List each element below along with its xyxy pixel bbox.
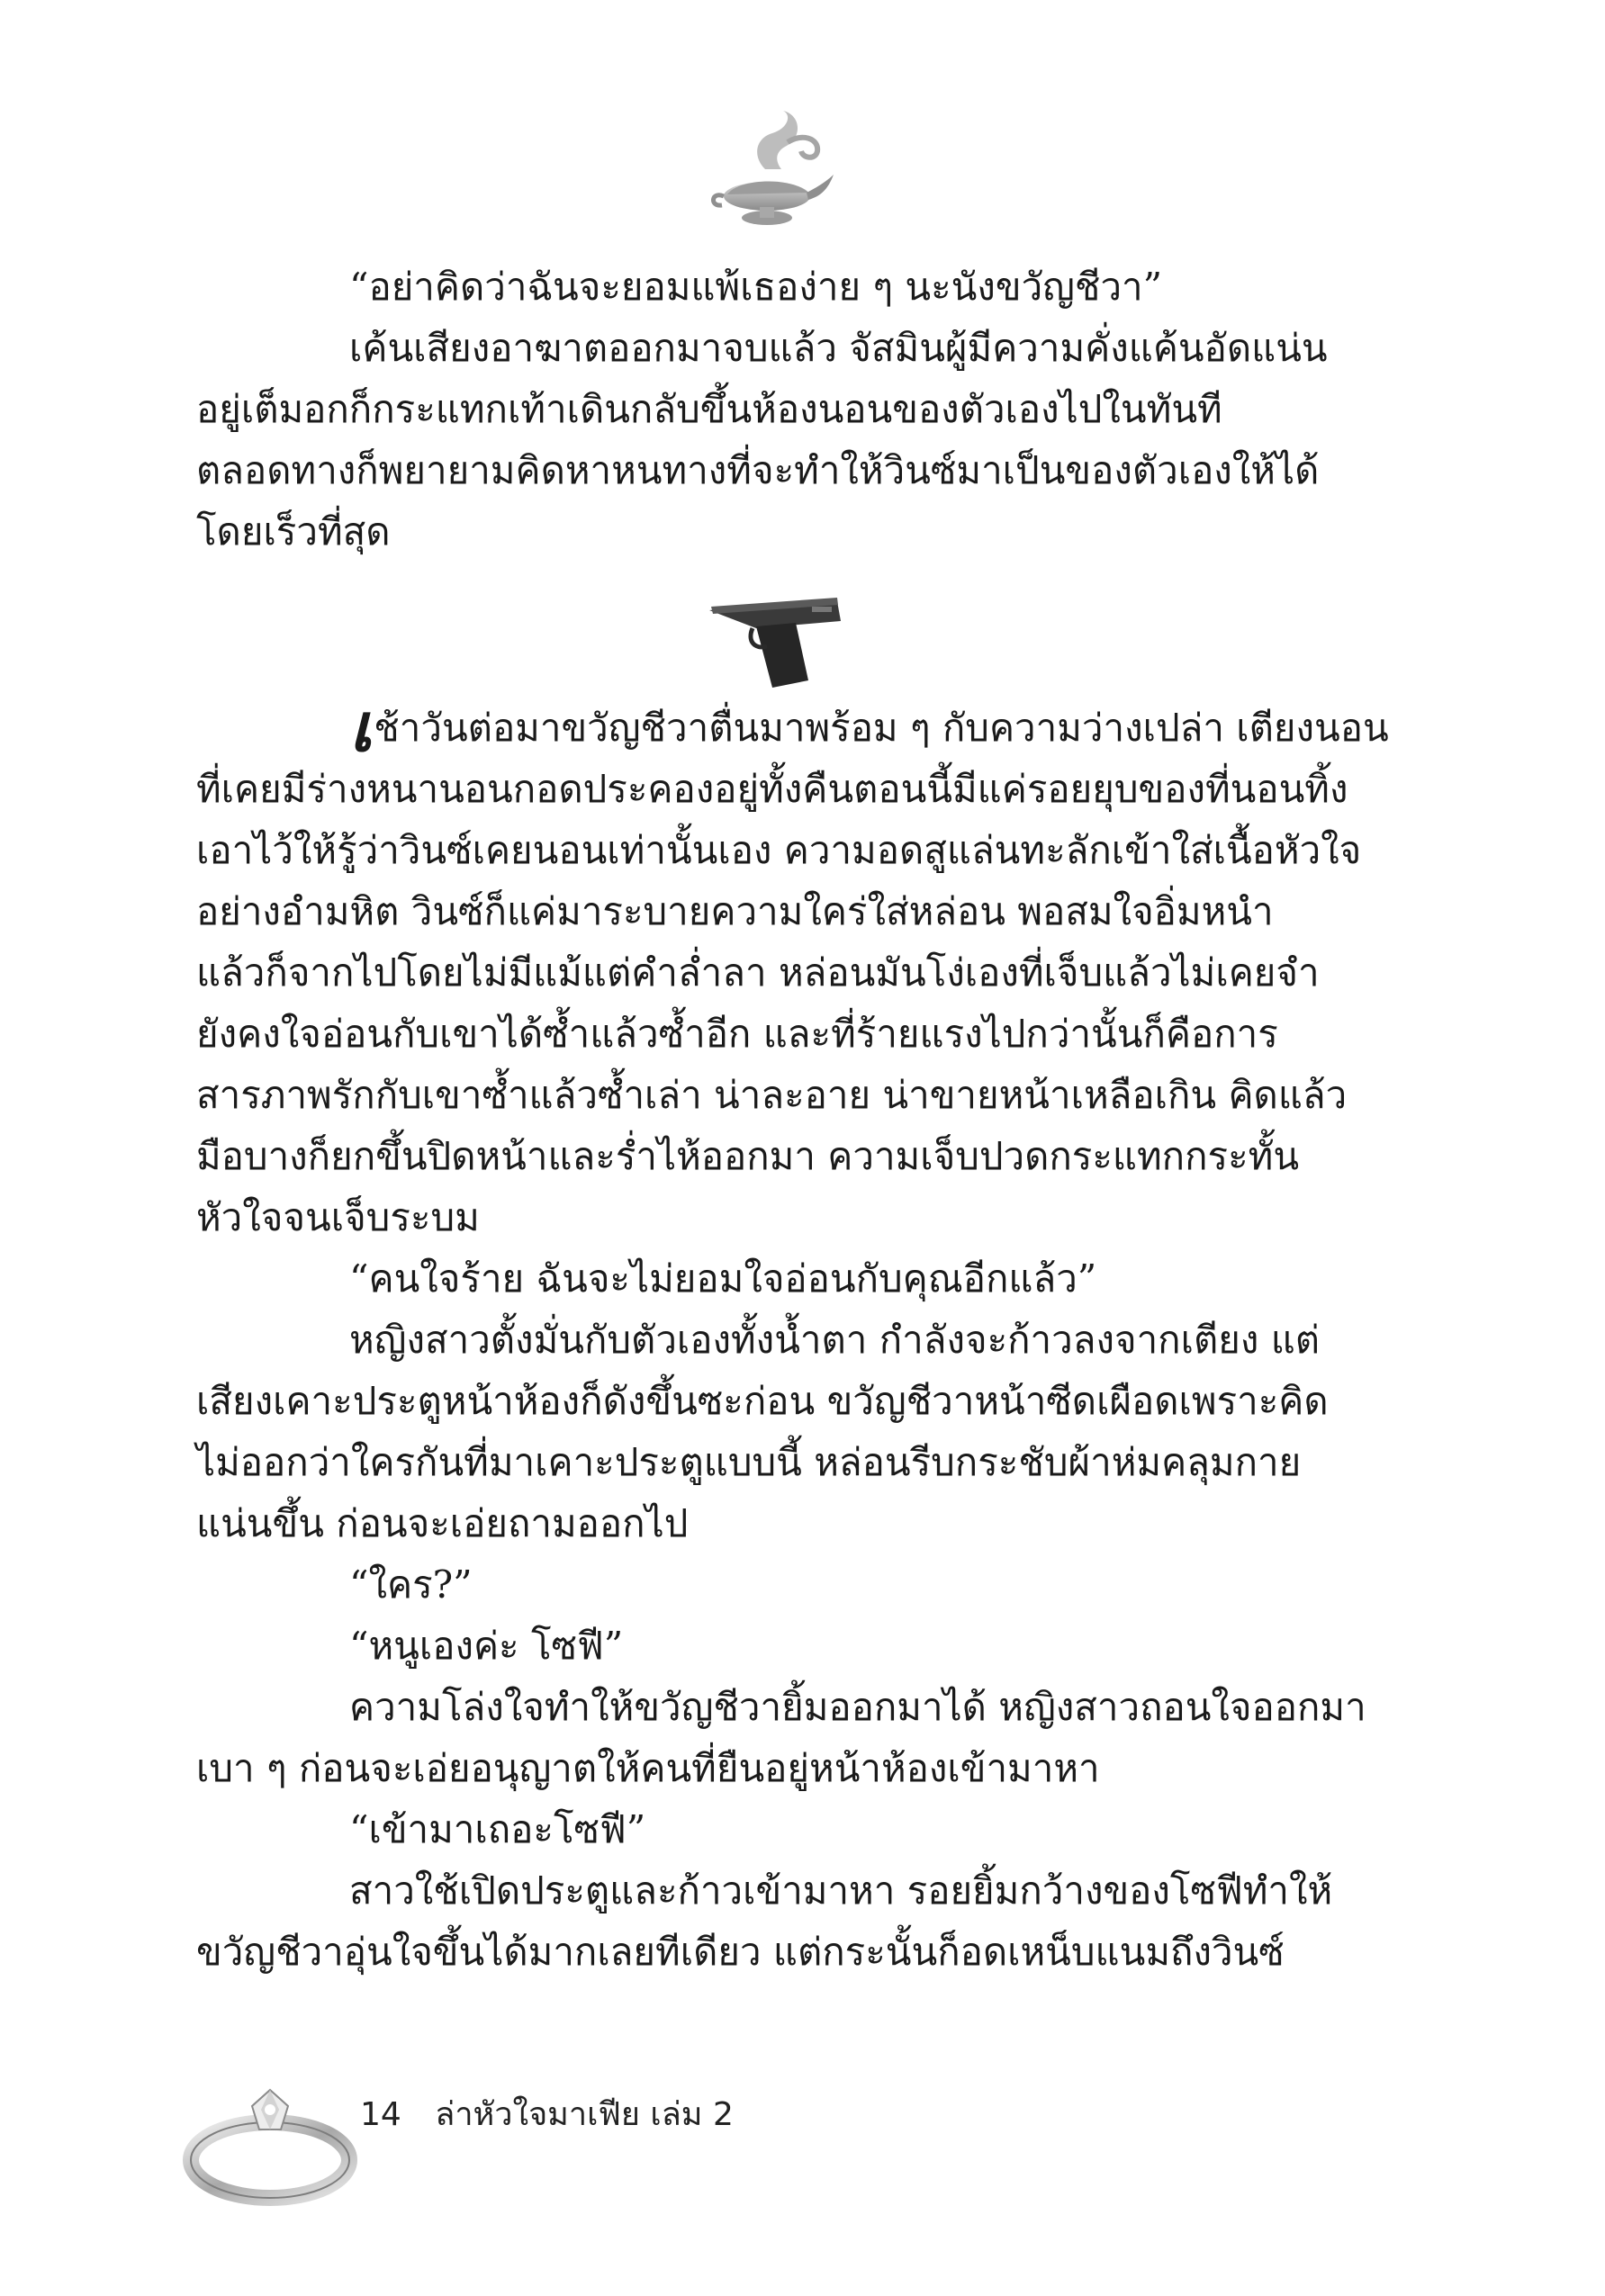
- paragraph-block-1: [196, 257, 1332, 563]
- text-line: หญิงสาวตั้งมั่นกับตัวเองทั้งน้ำตา กำลังจะก้าวลงจากเตียง แต่: [349, 1318, 1321, 1362]
- text-line: “ใคร?”: [349, 1562, 473, 1607]
- text-line: เค้นเสียงอาฆาตออกมาจบแล้ว จัสมินผู้มีความคั่งแค้นอัดแน่น: [349, 326, 1328, 370]
- text-line: ขวัญชีวาอุ่นใจขึ้นได้มากเลยทีเดียว แต่กระนั้นก็อดเหน็บแนมถึงวินซ์: [196, 1930, 1285, 1974]
- text-line: เอาไว้ให้รู้ว่าวินซ์เคยนอนเท่านั้นเอง ความอดสูแล่นทะลักเข้าใส่เนื้อหัวใจ: [196, 828, 1362, 872]
- text-line: ที่เคยมีร่างหนานอนกอดประคองอยู่ทั้งคืนตอนนี้มีแค่รอยยุบของที่นอนทิ้ง: [196, 767, 1348, 811]
- text-line: เสียงเคาะประตูหน้าห้องก็ดังขึ้นซะก่อน ขวัญชีวาหน้าซีดเผือดเพราะคิด: [196, 1379, 1329, 1423]
- text-line: แน่นขึ้น ก่อนจะเอ่ยถามออกไป: [196, 1501, 689, 1545]
- text-line: หัวใจจนเจ็บระบม: [196, 1195, 480, 1239]
- text-line: “เข้ามาเถอะโซฟี”: [349, 1807, 646, 1851]
- text-line: ตลอดทางก็พยายามคิดหาหนทางที่จะทำให้วินซ์มาเป็นของตัวเองให้ได้: [196, 448, 1320, 492]
- text-line: แล้วก็จากไปโดยไม่มีแม้แต่คำล่ำลา หล่อนมันโง่เองที่เจ็บแล้วไม่เคยจำ: [196, 950, 1320, 995]
- text-line: “หนูเองค่ะ โซฟี”: [349, 1624, 624, 1668]
- text-line: ความโล่งใจทำให้ขวัญชีวายิ้มออกมาได้ หญิงสาวถอนใจออกมา: [349, 1685, 1366, 1729]
- text-line: เบา ๆ ก่อนจะเอ่ยอนุญาตให้คนที่ยืนอยู่หน้าห้องเข้ามาหา: [196, 1746, 1100, 1790]
- paragraph-block-2: [196, 689, 1389, 1983]
- text-line: “คนใจร้าย ฉันจะไม่ยอมใจอ่อนกับคุณอีกแล้ว”: [349, 1256, 1097, 1301]
- page-number: 14: [360, 2096, 401, 2133]
- text-line: มือบางก็ยกขึ้นปิดหน้าและร่ำไห้ออกมา ความเจ็บปวดกระแทกกระทั้น: [196, 1134, 1300, 1178]
- text-line: อยู่เต็มอกก็กระแทกเท้าเดินกลับขึ้นห้องนอนของตัวเองไปในทันที: [196, 387, 1222, 431]
- text-line: สารภาพรักกับเขาซ้ำแล้วซ้ำเล่า น่าละอาย น่าขายหน้าเหลือเกิน คิดแล้ว: [196, 1073, 1348, 1117]
- drop-cap: เ: [349, 689, 373, 767]
- text-line: “อย่าคิดว่าฉันจะยอมแพ้เธอง่าย ๆ นะนังขวัญชีวา”: [349, 265, 1163, 309]
- text-line: ไม่ออกว่าใครกันที่มาเคาะประตูแบบนี้ หล่อนรีบกระชับผ้าห่มคลุมกาย: [196, 1440, 1302, 1484]
- text-line: ยังคงใจอ่อนกับเขาได้ซ้ำแล้วซ้ำอีก และที่ร้ายแรงไปกว่านั้นก็คือการ: [196, 1012, 1278, 1056]
- text-line: สาวใช้เปิดประตูและก้าวเข้ามาหา รอยยิ้มกว้างของโซฟีทำให้: [349, 1868, 1333, 1913]
- text-line: อย่างอำมหิต วินซ์ก็แค่มาระบายความใคร่ใส่หล่อน พอสมใจอิ่มหนำ: [196, 889, 1274, 933]
- text-line: โดยเร็วที่สุด: [196, 509, 391, 554]
- text-line-first: [196, 689, 1389, 767]
- pistol-icon: [702, 594, 846, 693]
- book-title: ล่าหัวใจมาเฟีย เล่ม 2: [435, 2096, 734, 2133]
- text-line-first-rest: ช้าวันต่อมาขวัญชีวาตื่นมาพร้อม ๆ กับความว่างเปล่า เตียงนอน: [374, 706, 1389, 750]
- page-footer: [360, 2088, 734, 2139]
- genie-lamp-icon: [702, 106, 837, 232]
- diamond-ring-icon: [180, 2070, 360, 2214]
